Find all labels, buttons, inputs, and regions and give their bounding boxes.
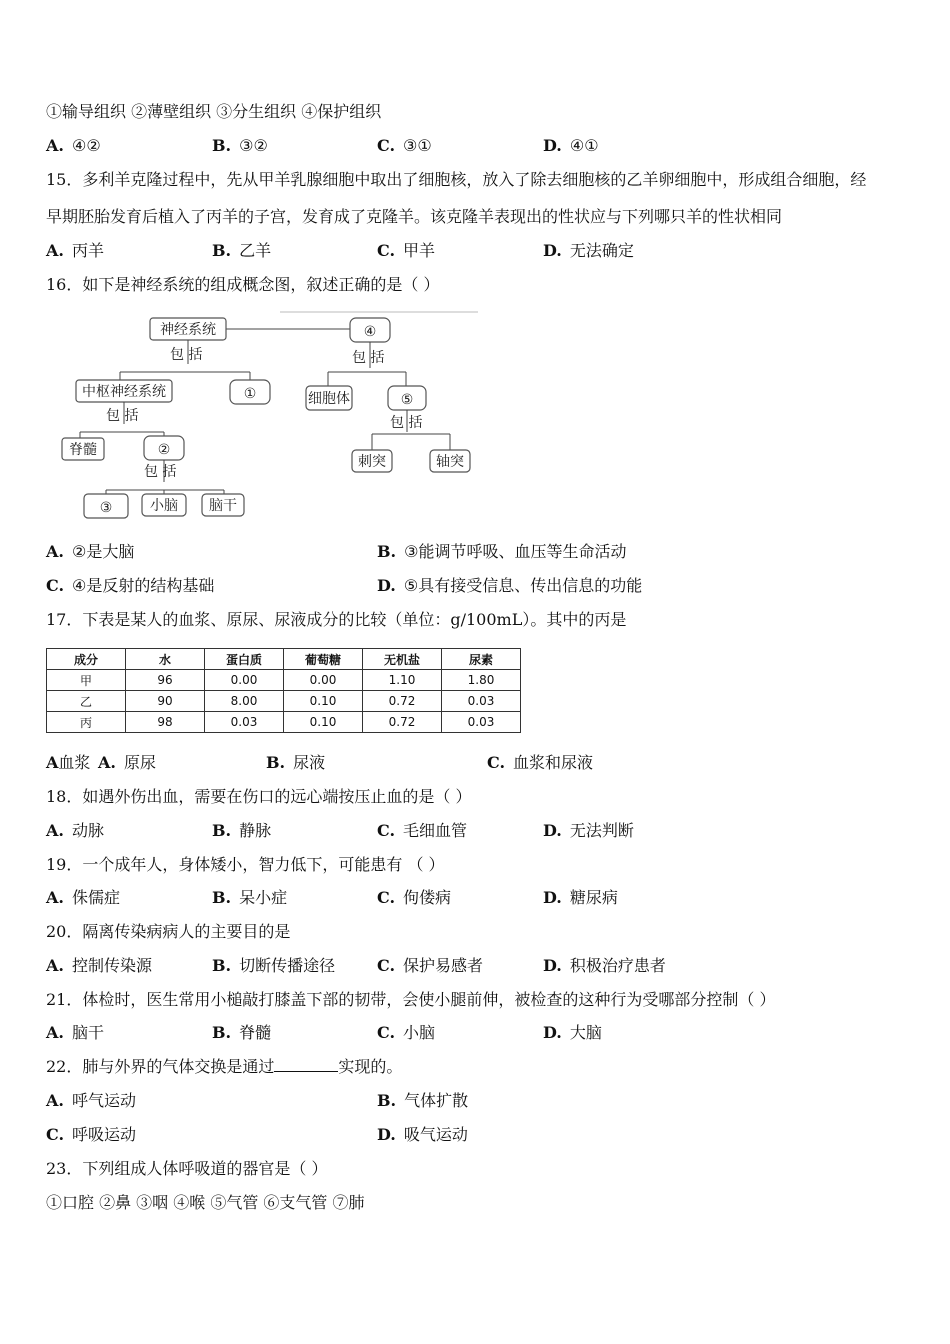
q14-option-d: D. ④① <box>543 136 599 155</box>
box-n1 <box>230 380 270 404</box>
q17-option-b: B. 尿液 <box>266 753 326 772</box>
label-include-5: 包 括 <box>144 464 177 480</box>
table-cell: 乙 <box>47 691 126 712</box>
label-include-3: 包 括 <box>106 408 139 424</box>
box-n5 <box>388 386 426 410</box>
q23-items: ①口腔 ②鼻 ③咽 ④喉 ⑤气管 ⑥支气管 ⑦肺 <box>46 1193 365 1212</box>
q15-option-d: D. 无法确定 <box>543 241 634 260</box>
table-cell: 0.72 <box>363 712 442 733</box>
table-row <box>47 712 521 733</box>
label-n3: ③ <box>99 500 113 516</box>
table-cell: 0.10 <box>284 712 363 733</box>
table-header: 蛋白质 <box>205 649 284 670</box>
q17-option-c: C. 血浆和尿液 <box>487 753 594 772</box>
q19-option-c: C. 佝偻病 <box>377 888 452 907</box>
table-header: 葡萄糖 <box>284 649 363 670</box>
box-brainstem <box>202 494 244 516</box>
table-row <box>47 670 521 691</box>
table-cell: 0.72 <box>363 691 442 712</box>
q21-stem: 21．体检时，医生常用小槌敲打膝盖下部的韧带，会使小腿前伸，被检查的这种行为受哪部分控制（ ） <box>46 990 776 1009</box>
q20-option-d: D. 积极治疗患者 <box>543 956 666 975</box>
q14-option-b: B. ③② <box>212 136 268 155</box>
q14-option-c: C. ③① <box>377 136 432 155</box>
q16-option-a: A. ②是大脑 <box>46 542 135 561</box>
table-cell: 0.10 <box>284 691 363 712</box>
q22-option-c: C. 呼吸运动 <box>46 1125 137 1144</box>
label-n1: ① <box>243 386 257 402</box>
q20-option-a: A. 控制传染源 <box>46 956 152 975</box>
q18-option-a: A. 动脉 <box>46 821 104 840</box>
label-nervous-system: 神经系统 <box>160 322 216 338</box>
q17-option-a: A. 原尿 <box>98 753 156 772</box>
box-spinal-cord <box>62 438 104 460</box>
q14-option-a: A. ④② <box>46 136 101 155</box>
q16-stem: 16．如下是神经系统的组成概念图，叙述正确的是（ ） <box>46 275 440 294</box>
table-header: 无机盐 <box>363 649 442 670</box>
q22-option-d: D. 吸气运动 <box>377 1125 468 1144</box>
table-cell: 丙 <box>47 712 126 733</box>
q18-stem: 18．如遇外伤出血，需要在伤口的远心端按压止血的是（ ） <box>46 787 472 806</box>
label-axon: 轴突 <box>436 454 464 470</box>
q15-option-c: C. 甲羊 <box>377 241 436 260</box>
q19-stem: 19．一个成年人，身体矮小，智力低下，可能患有 （ ） <box>46 855 445 874</box>
q19-option-b: B. 呆小症 <box>212 888 288 907</box>
q17-option-a-plasma: A血浆 <box>46 753 91 772</box>
box-nervous-system <box>150 318 226 340</box>
label-n4: ④ <box>363 324 377 340</box>
box-cerebellum <box>142 494 186 516</box>
q20-option-c: C. 保护易感者 <box>377 956 484 975</box>
label-dendrite: 刺突 <box>358 454 386 470</box>
table-cell: 甲 <box>47 670 126 691</box>
label-n2: ② <box>157 442 171 458</box>
table-cell: 90 <box>126 691 205 712</box>
q23-stem: 23．下列组成人体呼吸道的器官是（ ） <box>46 1159 328 1178</box>
label-central-nervous-system: 中枢神经系统 <box>82 384 166 400</box>
label-include-4: 包 括 <box>390 415 423 431</box>
table-cell: 1.10 <box>363 670 442 691</box>
q21-option-b: B. 脊髓 <box>212 1023 272 1042</box>
table-cell: 0.03 <box>442 691 521 712</box>
table-cell: 0.03 <box>205 712 284 733</box>
q15-option-b: B. 乙羊 <box>212 241 272 260</box>
q17-stem: 17．下表是某人的血浆、原尿、尿液成分的比较（单位：g/100mL）。其中的丙是 <box>46 610 627 629</box>
label-spinal-cord: 脊髓 <box>69 442 97 458</box>
q15-option-a: A. 丙羊 <box>46 241 104 260</box>
table-cell: 0.03 <box>442 712 521 733</box>
q15-stem-line1: 15．多利羊克隆过程中，先从甲羊乳腺细胞中取出了细胞核，放入了除去细胞核的乙羊卵细胞中，形成组合细胞，经 <box>46 170 867 189</box>
q18-option-d: D. 无法判断 <box>543 821 634 840</box>
q18-option-c: C. 毛细血管 <box>377 821 468 840</box>
box-axon <box>430 450 470 472</box>
table-cell: 8.00 <box>205 691 284 712</box>
label-include-1: 包 括 <box>170 347 203 363</box>
q15-stem-line2: 早期胚胎发育后植入了丙羊的子宫，发育成了克隆羊。该克隆羊表现出的性状应与下列哪只羊的性状相同 <box>46 207 783 226</box>
table-header: 成分 <box>47 649 126 670</box>
table-cell: 0.00 <box>205 670 284 691</box>
q16-option-c: C. ④是反射的结构基础 <box>46 576 215 595</box>
table-header-row <box>47 649 521 670</box>
table-cell: 1.80 <box>442 670 521 691</box>
q14-items: ①输导组织 ②薄壁组织 ③分生组织 ④保护组织 <box>46 102 382 121</box>
table-header: 尿素 <box>442 649 521 670</box>
q20-stem: 20．隔离传染病病人的主要目的是 <box>46 922 291 941</box>
q21-option-c: C. 小脑 <box>377 1023 436 1042</box>
box-n4 <box>350 318 390 342</box>
q18-option-b: B. 静脉 <box>212 821 272 840</box>
q20-option-b: B. 切断传播途径 <box>212 956 336 975</box>
composition-table <box>46 648 521 733</box>
table-cell: 98 <box>126 712 205 733</box>
q21-option-a: A. 脑干 <box>46 1023 104 1042</box>
table-row <box>47 691 521 712</box>
label-cell-body: 细胞体 <box>308 391 350 407</box>
q22-blank <box>274 1057 338 1072</box>
q22-option-a: A. 呼气运动 <box>46 1091 136 1110</box>
q22-stem-after: 实现的。 <box>338 1057 403 1076</box>
box-n3 <box>84 494 128 518</box>
q22-option-b: B. 气体扩散 <box>377 1091 469 1110</box>
table-cell: 0.00 <box>284 670 363 691</box>
label-cerebellum: 小脑 <box>150 498 178 514</box>
box-dendrite <box>352 450 392 472</box>
table-header: 水 <box>126 649 205 670</box>
q16-option-b: B. ③能调节呼吸、血压等生命活动 <box>377 542 627 561</box>
q19-option-d: D. 糖尿病 <box>543 888 618 907</box>
q22-stem-before: 22．肺与外界的气体交换是通过 <box>46 1057 275 1076</box>
q22-stem <box>46 1056 402 1078</box>
table-cell: 96 <box>126 670 205 691</box>
q16-option-d: D. ⑤具有接受信息、传出信息的功能 <box>377 576 643 595</box>
label-brainstem: 脑干 <box>209 498 237 514</box>
nervous-system-concept-diagram <box>60 306 490 522</box>
q21-option-d: D. 大脑 <box>543 1023 602 1042</box>
label-include-2: 包 括 <box>352 350 385 366</box>
box-central-nervous-system <box>76 380 172 402</box>
q19-option-a: A. 侏儒症 <box>46 888 120 907</box>
box-cell-body <box>306 386 352 410</box>
box-n2 <box>144 436 184 460</box>
label-n5: ⑤ <box>400 392 414 408</box>
